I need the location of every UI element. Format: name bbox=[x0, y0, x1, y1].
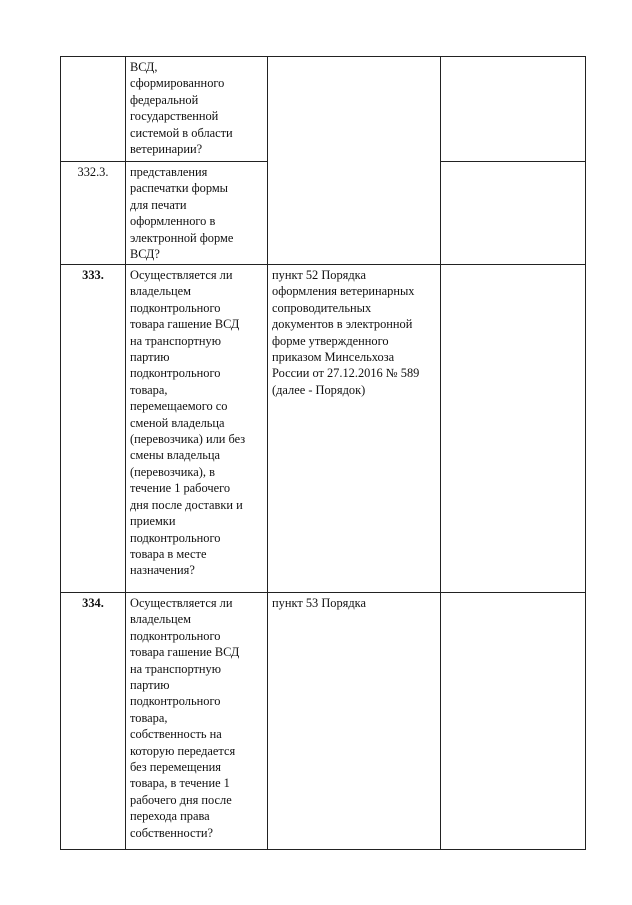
table-row bbox=[61, 265, 586, 593]
reference-cell bbox=[268, 593, 441, 850]
question-text: Осуществляется ли владельцем подконтрольного товара гашение ВСД на транспортную партию подконтрольного товара, перемещаемого со сменой владельца (перевозчика) или без смены владельца (перевозчика), в течение 1 рабочего дня после доставки и приемки подконтрольного товара в месте назначения? bbox=[130, 268, 246, 578]
question-text: представления распечатки формы для печати оформленного в электронной форме ВСД? bbox=[130, 165, 234, 262]
note-cell bbox=[441, 57, 586, 162]
item-number-cell bbox=[61, 265, 126, 593]
item-number: 334. bbox=[82, 596, 104, 610]
reference-text: пункт 53 Порядка bbox=[272, 596, 366, 610]
reference-text: пункт 52 Порядка оформления ветеринарных сопроводительных документов в электронной форме утвержденного приказом Минсельхоза России от 27.12.2016 № 589 (далее - Порядок) bbox=[272, 268, 420, 397]
checklist-table bbox=[60, 56, 586, 850]
item-number: 333. bbox=[82, 268, 104, 282]
question-cell bbox=[126, 593, 268, 850]
table-row bbox=[61, 593, 586, 850]
question-cell bbox=[126, 265, 268, 593]
item-number-cell bbox=[61, 162, 126, 265]
question-text: Осуществляется ли владельцем подконтрольного товара гашение ВСД на транспортную партию подконтрольного товара, собственность на которую передается без перемещения товара, в течение 1 рабочего дня после перехода права собственности? bbox=[130, 596, 240, 840]
question-cell bbox=[126, 162, 268, 265]
item-number-cell bbox=[61, 57, 126, 162]
table-row bbox=[61, 57, 586, 162]
note-cell bbox=[441, 162, 586, 265]
question-cell bbox=[126, 57, 268, 162]
note-cell bbox=[441, 265, 586, 593]
question-text: ВСД, сформированного федеральной государственной системой в области ветеринарии? bbox=[130, 60, 233, 157]
note-cell bbox=[441, 593, 586, 850]
item-number-cell bbox=[61, 593, 126, 850]
reference-cell bbox=[268, 57, 441, 265]
reference-cell bbox=[268, 265, 441, 593]
item-number: 332.3. bbox=[77, 165, 109, 179]
